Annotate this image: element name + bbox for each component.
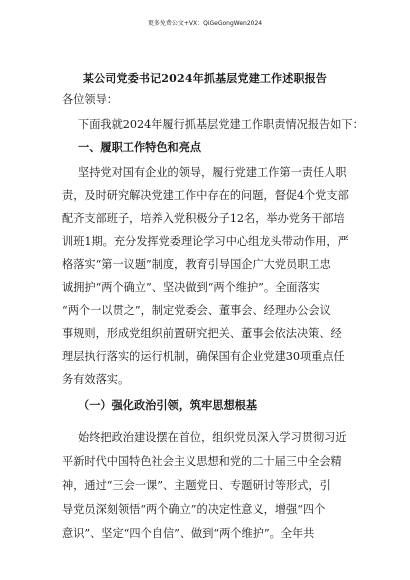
intro-paragraph: 下面我就2024年履行抓基层党建工作职责情况报告如下： (78, 118, 364, 131)
salutation: 各位领导： (62, 93, 118, 106)
paragraph-line: 诚拥护“两个确立”、坚决做到“两个维护”。全面落实 (62, 281, 320, 294)
paragraph-line: 责，及时研究解决党建工作中存在的问题，督促4个党支部 (62, 189, 349, 202)
watermark-text: 更多免费公文+VX：QiGeGongWen2024 (147, 20, 263, 27)
paragraph-line: 导党员深刻领悟“两个确立”的决定性意义，增强“四个 (62, 503, 326, 516)
subsection-heading: （一）强化政治引领，筑牢思想根基 (78, 398, 258, 412)
paragraph-line: 意识”、坚定“四个自信”、做到“两个维护”。全年共 (62, 527, 315, 540)
paragraph-line: 坚持党对国有企业的领导，履行党建工作第一责任人职 (78, 166, 347, 179)
paragraph-line: “两个一以贯之”，制定党委会、董事会、经理办公会议 (62, 304, 331, 317)
paragraph-line: 训班1期。充分发挥党委理论学习中心组龙头带动作用，严 (62, 235, 349, 248)
paragraph-line: 格落实“第一议题”制度，教育引导国企广大党员职工忠 (62, 258, 331, 271)
section-heading: 一、履职工作特色和亮点 (78, 140, 202, 154)
paragraph-line: 务有效落实。 (62, 373, 130, 386)
paragraph-line: 配齐支部班子，培养入党积极分子12名，举办党务干部培 (62, 212, 345, 225)
paragraph-line: 神，通过“三会一课”、主题党日、专题研讨等形式，引 (62, 479, 331, 492)
paragraph-line: 事规则，形成党组织前置研究把关、董事会依法决策、经 (62, 327, 342, 340)
paragraph-line: 理层执行落实的运行机制，确保国有企业党建30项重点任 (62, 350, 345, 363)
document-title: 某公司党委书记2024年抓基层党建工作述职报告 (82, 72, 328, 85)
paragraph-line: 平新时代中国特色社会主义思想和党的二十届三中全会精 (62, 455, 342, 468)
paragraph-line: 始终把政治建设摆在首位，组织党员深入学习贯彻习近 (78, 431, 347, 444)
